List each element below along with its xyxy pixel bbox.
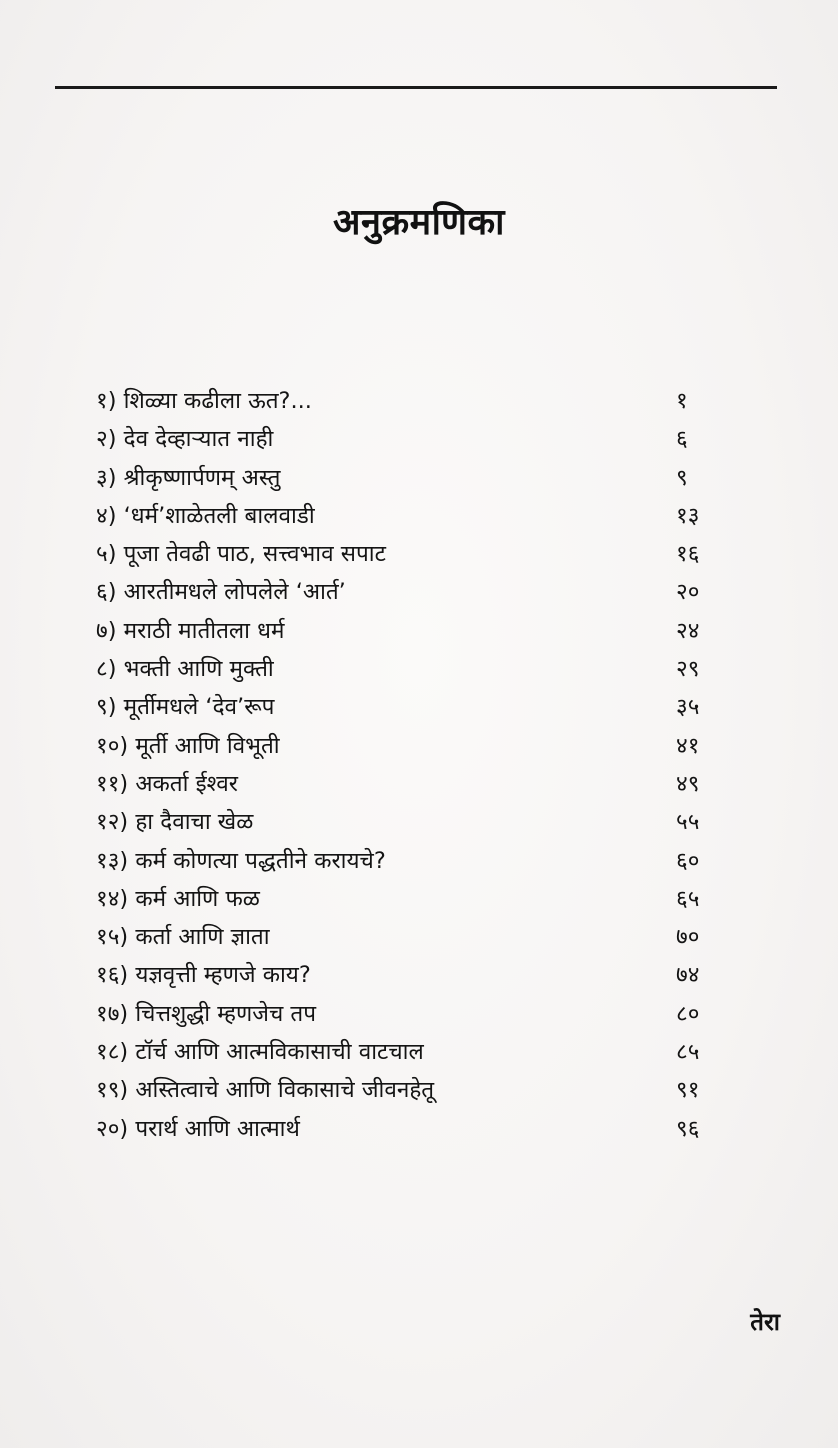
toc-entry-page: ५५ — [676, 809, 700, 836]
toc-entry — [96, 918, 746, 956]
toc-entry-title: १८) टॉर्च आणि आत्मविकासाची वाटचाल — [96, 1039, 424, 1066]
toc-entry-page: ९६ — [676, 1115, 700, 1142]
toc-entry-title: २०) परार्थ आणि आत्मार्थ — [96, 1115, 300, 1142]
toc-entry-title: १२) हा दैवाचा खेळ — [96, 809, 254, 836]
toc-entry-title: १६) यज्ञवृत्ती म्हणजे काय? — [96, 962, 311, 989]
toc-entry-page: ८५ — [676, 1039, 700, 1066]
toc-entry — [96, 803, 746, 841]
toc-entry — [96, 842, 746, 880]
toc-entry — [96, 459, 746, 497]
page-title: अनुक्रमणिका — [333, 202, 505, 243]
toc-entry — [96, 497, 746, 535]
toc-entry-title: २) देव देव्हाऱ्यात नाही — [96, 426, 274, 453]
toc-entry — [96, 1033, 746, 1071]
toc-entry-page: ८० — [676, 1000, 700, 1027]
toc-entry-page: २४ — [676, 617, 700, 644]
toc-entry — [96, 995, 746, 1033]
toc-entry-title: १५) कर्ता आणि ज्ञाता — [96, 924, 270, 951]
toc-entry — [96, 765, 746, 803]
toc-entry-title: १३) कर्म कोणत्या पद्धतीने करायचे? — [96, 847, 386, 874]
toc-entry-title: ४) ‘धर्म’शाळेतली बालवाडी — [96, 502, 315, 529]
toc-entry-page: ६५ — [676, 885, 700, 912]
toc-entry-page: १ — [676, 388, 688, 414]
toc-entry-page: ३५ — [676, 694, 700, 721]
toc-entry-page: ७४ — [676, 962, 700, 989]
toc-entry-page: १६ — [676, 541, 700, 568]
toc-entry-title: ५) पूजा तेवढी पाठ, सत्त्वभाव सपाट — [96, 541, 386, 568]
toc-entry — [96, 1110, 746, 1148]
toc-entry-title: ६) आरतीमधले लोपलेले ‘आर्त’ — [96, 579, 346, 606]
toc-entry — [96, 880, 746, 918]
toc-entry-title: १४) कर्म आणि फळ — [96, 885, 260, 912]
toc-entry — [96, 420, 746, 458]
toc-entry-title: ११) अकर्ता ईश्वर — [96, 770, 238, 797]
toc-entry-title: ९) मूर्तीमधले ‘देव’रूप — [96, 694, 275, 721]
toc-entry — [96, 956, 746, 994]
toc-entry — [96, 727, 746, 765]
table-of-contents — [96, 382, 746, 1148]
toc-entry — [96, 382, 746, 420]
toc-entry-page: ७० — [676, 924, 700, 951]
footer-page-number: तेरा — [750, 1308, 780, 1336]
toc-entry-page: ६० — [676, 847, 700, 874]
toc-entry — [96, 1071, 746, 1109]
toc-entry-page: ४१ — [676, 732, 700, 759]
toc-entry-page: १३ — [676, 502, 700, 529]
toc-entry-title: ७) मराठी मातीतला धर्म — [96, 617, 285, 644]
toc-entry — [96, 573, 746, 611]
toc-entry-page: ६ — [676, 426, 688, 453]
toc-entry-page: ९ — [676, 464, 688, 491]
toc-entry-title: १९) अस्तित्वाचे आणि विकासाचे जीवनहेतू — [96, 1077, 435, 1104]
toc-entry-title: ८) भक्ती आणि मुक्ती — [96, 656, 274, 683]
header-rule — [55, 86, 777, 89]
toc-entry-page: ४९ — [676, 770, 700, 797]
toc-entry-title: १) शिळ्या कढीला ऊत?... — [96, 388, 312, 414]
toc-entry — [96, 650, 746, 688]
toc-entry — [96, 612, 746, 650]
toc-entry-page: २० — [676, 579, 700, 606]
toc-entry-title: १७) चित्तशुद्धी म्हणजेच तप — [96, 1000, 316, 1027]
toc-entry-page: ९१ — [676, 1077, 700, 1104]
toc-entry — [96, 535, 746, 573]
toc-entry — [96, 688, 746, 726]
toc-entry-page: २९ — [676, 656, 700, 683]
toc-entry-title: १०) मूर्ती आणि विभूती — [96, 732, 280, 759]
toc-entry-title: ३) श्रीकृष्णार्पणम् अस्तु — [96, 464, 281, 491]
